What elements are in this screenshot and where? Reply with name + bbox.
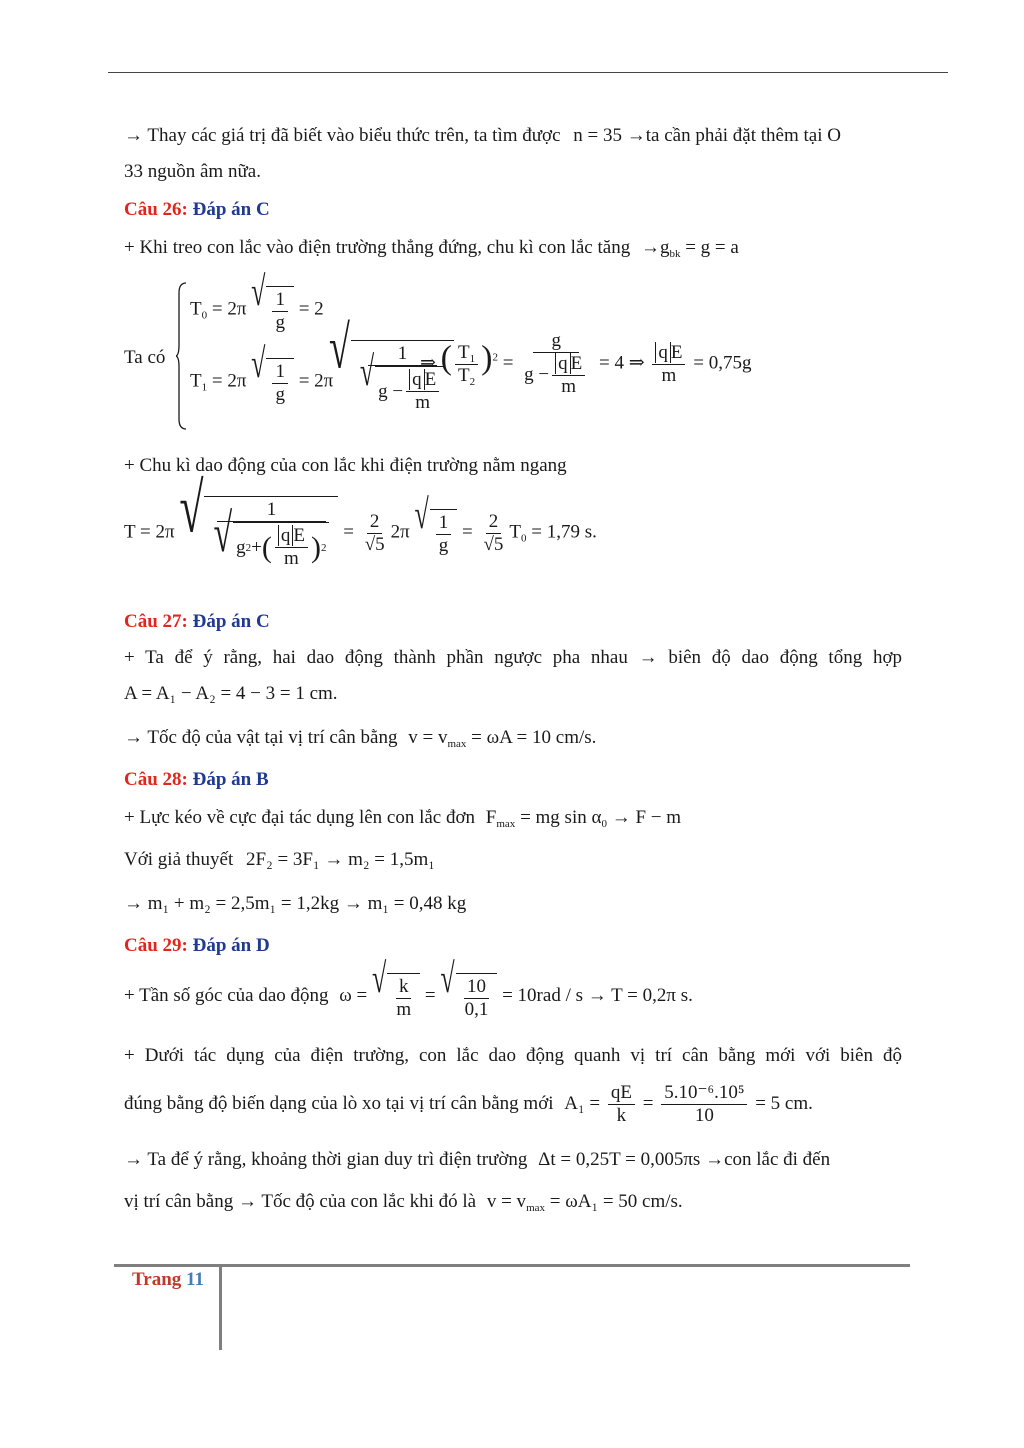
abs-q: q [555,353,571,374]
text: + Khi treo con lắc vào điện trường thẳng đứng, chu kì con lắc tăng [124,237,631,258]
question-heading [124,198,270,222]
radical: √ [213,504,233,564]
sqrt [251,268,294,334]
eq-part: = 2π [207,298,247,320]
text-line [124,1148,830,1172]
numerator: g [533,330,579,353]
paren: ) [310,530,321,564]
text-line [124,806,681,830]
fraction [652,342,685,387]
eq-part: = [343,521,359,543]
subscript: 1 [469,352,476,365]
eq-part: = ωA₁ = 50 cm/s. [545,1191,683,1212]
text-line [124,726,596,750]
radical: √ [372,955,387,1002]
denominator: m [284,548,299,569]
numerator: 2 [367,511,383,534]
abs-q: q [409,369,425,390]
fraction [552,353,585,398]
denominator: m [561,376,577,397]
sqrt [179,469,338,570]
eq-part: = 1,79 s. [526,521,597,543]
radical: √ [329,314,350,382]
equation-horizontal-period [124,469,597,570]
denominator: √5 [483,533,504,555]
text-line [124,124,841,148]
eq-part: = 2 [293,298,324,320]
text: + Ta để ý rằng, hai dao động thành phần ngược pha nhau → biên độ dao động tổng hợp [124,647,902,668]
fraction [521,330,591,398]
eq-part: T [190,298,202,320]
equation: → m₁ + m₂ = 2,5m₁ = 1,2kg → m₁ = 0,48 kg [124,893,467,914]
sqrt-body [387,973,420,1021]
denominator: 10 [694,1105,714,1127]
text: Với giả thuyết [124,849,234,870]
radical: √ [251,268,266,315]
eq-part: g − [524,363,550,385]
radical: √ [179,469,204,548]
fraction [272,361,288,406]
sqrt [440,955,497,1021]
equation: Δt = 0,25T = 0,005πs [538,1149,701,1170]
numerator [455,342,478,365]
subscript: 1 [201,381,208,394]
answer-label: Đáp án B [192,769,269,790]
fraction [462,976,492,1021]
numerator: 1 [436,512,452,535]
text: Ta có [124,347,166,368]
sqrt [251,340,294,406]
sqrt-body [430,509,458,557]
eq-part: = mg sin α [515,807,602,828]
radical: √ [359,348,375,395]
numerator [275,525,308,548]
eq-part: = [424,985,441,1006]
footer-rule [114,1264,910,1267]
fraction [362,511,388,556]
eq-part: = 4 ⇒ [598,352,645,374]
footer-vertical-rule [219,1264,222,1350]
equation: 2F₂ = 3F₁ → m₂ = 1,5m₁ [246,849,435,870]
denominator [210,504,332,570]
denominator [521,353,591,398]
eq-part: = [502,352,519,374]
subscript: bk [669,248,681,260]
equation [641,237,739,258]
fraction [608,1082,635,1127]
numerator: 1 [272,289,288,312]
superscript: 2 [492,351,498,364]
question-number: Câu 28: [124,769,188,790]
text-line [124,1190,683,1214]
eq-part: T [190,370,202,392]
eq-part: T [509,521,522,543]
text: → Ta để ý rằng, khoảng thời gian duy trì điện trường [124,1149,528,1170]
eq-part: A₁ = [564,1093,601,1114]
eq-part: E [570,353,583,374]
eq-part: E [424,369,437,390]
question-heading [124,610,270,634]
left-brace [176,281,188,431]
numerator: k [396,976,412,999]
eq-part: = [462,521,478,543]
numerator: 2 [486,511,502,534]
denominator: m [396,998,412,1020]
subscript: 0 [521,532,527,545]
radical: √ [251,340,266,387]
text: + Tần số góc của dao động [124,985,329,1006]
sqrt-body [456,973,498,1021]
text-line [124,1078,813,1130]
numerator [652,342,685,365]
question-number: Câu 26: [124,199,188,220]
fraction [272,289,288,334]
eq-part: = g = a [680,237,739,258]
numerator [552,353,585,376]
denominator: m [415,392,431,413]
paren: ) [481,339,493,377]
implies: ⇒ [420,352,436,374]
numerator: 1 [368,343,438,366]
eq-part: → F − m [606,807,681,828]
text: đúng bằng độ biến dạng của lò xo tại vị trí cân bằng mới [124,1093,554,1114]
eq-part: F [485,807,497,828]
numerator: 10 [464,976,489,999]
subscript: max [526,1202,546,1214]
fraction [275,525,308,570]
eq-part: = 5 cm. [750,1093,813,1114]
denominator: g [438,535,449,556]
text: 33 nguồn âm nữa. [124,161,261,182]
text: + Dưới tác dụng của điện trường, con lắc dao động quanh vị trí cân bằng mới với biên độ [124,1045,902,1066]
eq-part: = [642,1093,659,1114]
text-line [124,848,435,872]
denominator [455,365,478,387]
numerator: 1 [272,361,288,384]
eq-part: = 2π [207,370,247,392]
abs-q: q [655,342,671,363]
equation-t0 [190,268,324,334]
eq-part: v = v [486,1191,527,1212]
text-line [124,892,466,916]
equation [408,727,596,748]
subscript: max [447,738,467,750]
equation-t1 [190,340,334,406]
eq-part: E [293,525,305,546]
fraction [393,976,414,1021]
sqrt [213,504,329,570]
eq-part: + [251,536,262,558]
eq-part: v = v [408,727,448,748]
footer-label: Trang [132,1269,182,1290]
sqrt-body: g 2 + ( $\frac{\text{q E}}{m}$ ) 2 [233,522,329,570]
answer-label: Đáp án D [192,935,270,956]
fraction [661,1082,747,1127]
text: → Tốc độ của vật tại vị trí cân bằng [124,727,398,748]
text: →ta cần phải đặt thêm tại O [626,125,841,146]
text-line [124,646,902,670]
fraction [210,499,332,570]
eq-part: 2π [390,521,410,543]
denominator: √5 [364,533,385,555]
text: → Thay các giá trị đã biết vào biểu thức trên, ta tìm được [124,125,561,146]
sqrt [414,491,457,557]
sqrt-body [266,358,294,406]
subscript: 0 [601,818,607,830]
abs-q: q [278,525,294,546]
numerator: 1 [217,499,327,522]
text-line [124,160,261,184]
denominator: 0,1 [464,998,489,1020]
eq-part: = 10rad / s → T = 0,2π s. [497,985,693,1006]
text: →con lắc đi đến [705,1149,831,1170]
eq-part: g [236,536,246,558]
eq-part: T = 2π [124,521,175,543]
numerator: 5.10⁻⁶.10⁵ [661,1082,747,1105]
eq-part: T [458,364,470,386]
fraction [436,512,452,557]
eq-part: = 0,75g [688,352,752,374]
subscript: 0 [201,309,208,322]
text-line [124,955,693,1022]
paren: ( [261,530,272,564]
denominator: g [275,384,285,405]
page-number: 11 [186,1269,204,1290]
fraction [480,511,506,556]
text-line [124,682,338,706]
equation: A = A₁ − A₂ = 4 − 3 = 1 cm. [124,683,338,704]
text: + Chu kì dao động của con lắc khi điện trường nằm ngang [124,455,567,476]
denominator: k [616,1105,627,1127]
sqrt-body [266,286,294,334]
equation-ratio [420,330,751,398]
numerator: qE [608,1082,635,1105]
eq-part: →g [640,237,670,258]
radical: √ [440,955,455,1002]
question-heading [124,934,270,958]
sqrt [372,955,420,1021]
eq-part: ω = [339,985,368,1006]
eq-part: = 2π [293,370,334,392]
eq-part: = ωA = 10 cm/s. [466,727,597,748]
equation: n = 35 [573,125,623,146]
sqrt-body [204,496,338,570]
page-footer [132,1269,204,1291]
radical: √ [414,491,429,538]
eq-part: E [670,341,683,363]
denominator: m [661,364,677,386]
fraction [455,342,478,387]
equation [487,1191,683,1212]
question-heading [124,768,269,792]
paren: ( [440,339,452,377]
text: vị trí cân bằng → Tốc độ của con lắc khi đó là [124,1191,477,1212]
eq-part: g − [378,380,404,402]
subscript: 2 [469,375,476,388]
text-line [124,1044,902,1068]
text: + Lực kéo về cực đại tác dụng lên con lắc đơn [124,807,476,828]
header-rule [108,72,948,73]
denominator: g [275,312,285,333]
subscript: max [496,818,516,830]
text-line [124,236,739,260]
answer-label: Đáp án C [192,199,270,220]
question-number: Câu 27: [124,611,188,632]
eq-part: T [458,341,470,363]
question-number: Câu 29: [124,935,188,956]
answer-label: Đáp án C [192,611,270,632]
equation [486,807,681,828]
